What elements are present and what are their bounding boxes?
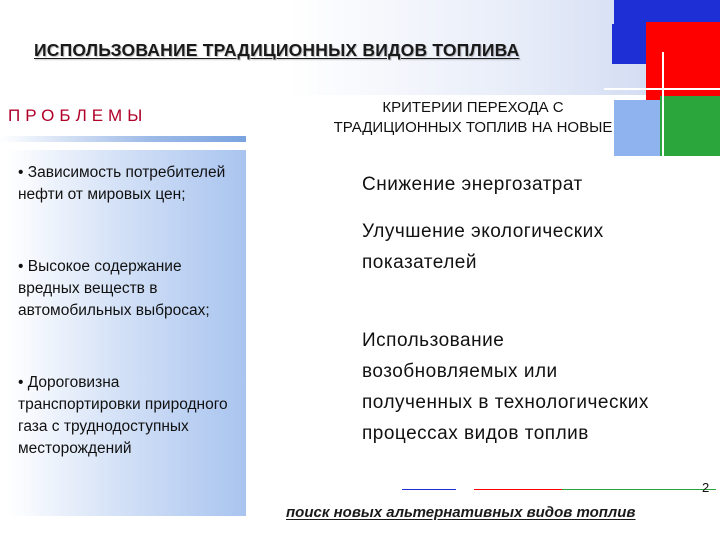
decor-vertical-line <box>662 52 664 472</box>
criteria-heading-line2: ТРАДИЦИОННЫХ ТОПЛИВ НА НОВЫЕ <box>333 119 613 136</box>
criterion-item: Снижение энергозатрат <box>362 174 583 195</box>
footer-text: поиск новых альтернативных видов топлив <box>286 504 636 521</box>
criterion-item: Улучшение экологических показателей <box>362 221 604 273</box>
slide-title: ИСПОЛЬЗОВАНИЕ ТРАДИЦИОННЫХ ВИДОВ ТОПЛИВА <box>34 40 520 60</box>
decor-blue-square-top <box>614 0 720 24</box>
problems-heading: ПРОБЛЕМЫ <box>8 106 148 125</box>
decor-green-square <box>660 96 720 156</box>
footer-rule-blue <box>402 489 456 490</box>
problems-divider <box>0 136 246 142</box>
footer-rule-red <box>474 489 562 490</box>
problem-item: • Дороговизна транспортировки природного газа с труднодоступных месторождений <box>18 374 228 457</box>
problem-item: • Зависимость потребителей нефти от мировых цен; <box>18 164 226 203</box>
criterion-item: Использование возобновляемых или полученных в технологических процессах видов топлив <box>362 330 649 444</box>
decor-blue-square-small <box>612 24 648 64</box>
criteria-heading-line1: КРИТЕРИИ ПЕРЕХОДА С <box>382 99 564 116</box>
criteria-heading <box>296 98 650 138</box>
footer-rule-green <box>562 489 716 490</box>
problem-item: • Высокое содержание вредных веществ в автомобильных выбросах; <box>18 258 210 319</box>
page-number: 2 <box>702 480 710 495</box>
decor-horizontal-line <box>604 88 720 90</box>
